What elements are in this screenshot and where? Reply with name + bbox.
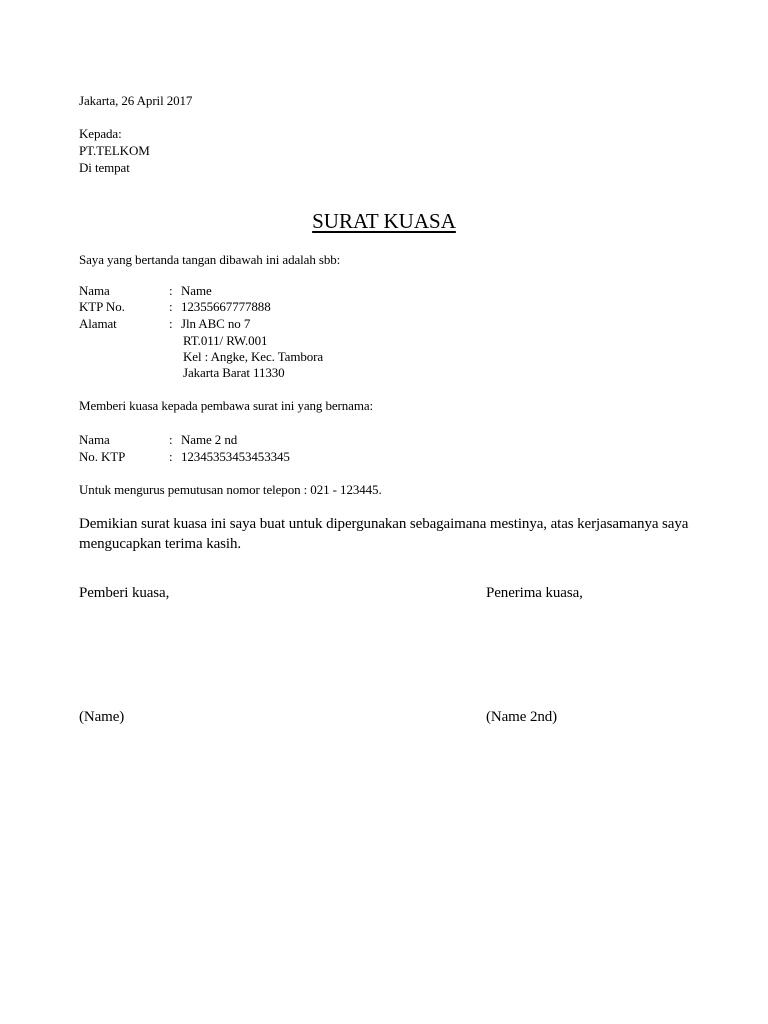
recipient-company: PT.TELKOM: [79, 143, 150, 158]
grantor-name-value: Name: [181, 283, 212, 298]
recipient-location: Di tempat: [79, 160, 130, 175]
purpose-text: Untuk mengurus pemutusan nomor telepon : 021 - 123445.: [79, 482, 382, 497]
grantor-address-label: Alamat: [79, 316, 117, 331]
colon: :: [169, 299, 173, 314]
closing-paragraph: Demikian surat kuasa ini saya buat untuk dipergunakan sebagaimana mestinya, atas kerjasamanya saya mengucapkan terima kasih.: [79, 516, 689, 552]
grantee-name-label: Nama: [79, 432, 110, 447]
grantor-address-line: Jln ABC no 7: [181, 316, 251, 331]
grantor-ktp-label: KTP No.: [79, 299, 125, 314]
colon: :: [169, 449, 173, 464]
colon: :: [169, 316, 173, 331]
colon: :: [169, 283, 173, 298]
grantor-ktp-value: 12355667777888: [181, 299, 271, 314]
grantor-signature-label: Pemberi kuasa,: [79, 585, 170, 601]
grantor-address-line: Jakarta Barat 11330: [183, 365, 285, 380]
recipient-label: Kepada:: [79, 126, 122, 141]
grantor-name-label: Nama: [79, 283, 110, 298]
delegation-intro: Memberi kuasa kepada pembawa surat ini yang bernama:: [79, 398, 374, 413]
colon: :: [169, 432, 173, 447]
place-date: Jakarta, 26 April 2017: [79, 93, 193, 108]
grantee-signature-name: (Name 2nd): [486, 709, 558, 725]
grantor-address-line: Kel : Angke, Kec. Tambora: [183, 349, 324, 364]
letter-title: SURAT KUASA: [312, 209, 456, 233]
grantor-signature-name: (Name): [79, 709, 125, 725]
grantee-signature-label: Penerima kuasa,: [486, 585, 583, 601]
intro-text: Saya yang bertanda tangan dibawah ini adalah sbb:: [79, 252, 341, 267]
grantee-ktp-value: 12345353453453345: [181, 449, 290, 464]
grantor-address-line: RT.011/ RW.001: [183, 333, 268, 348]
grantee-name-value: Name 2 nd: [181, 432, 238, 447]
grantee-ktp-label: No. KTP: [79, 449, 126, 464]
